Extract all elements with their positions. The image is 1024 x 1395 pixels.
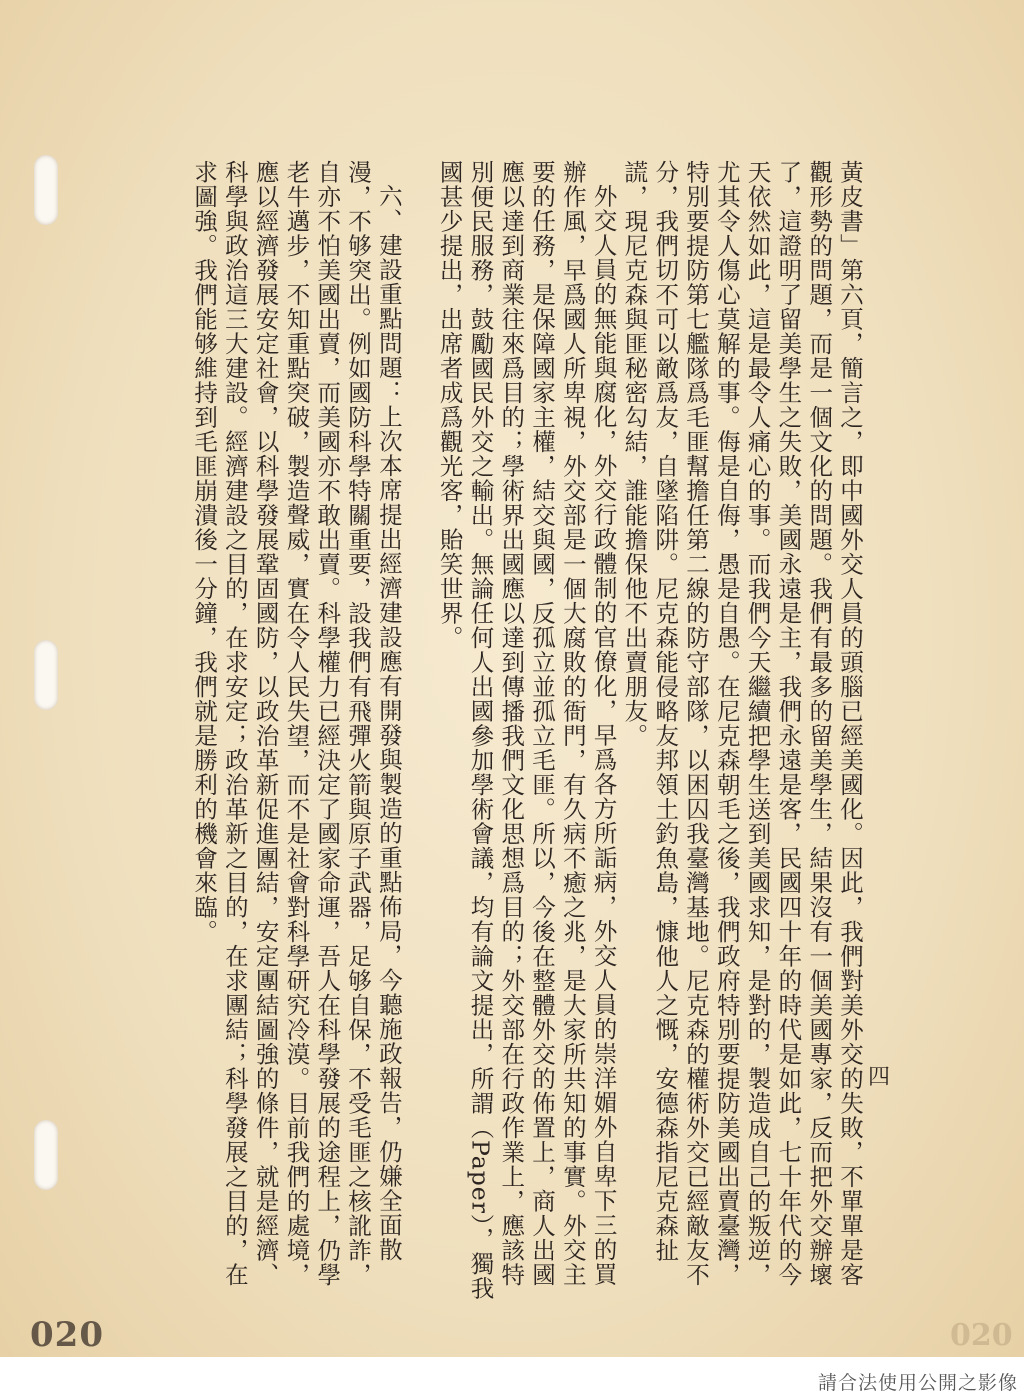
- archive-stamp-number: 020: [30, 1315, 104, 1355]
- paragraph-construction: 六、建設重點問題：上次本席提出經濟建設應有開發與製造的重點佈局，今聽施政報告，仍嫌全面散漫，不够突出。例如國防科學特關重要，設我們有飛彈火箭與原子武器，足够自保，不受毛匪之核訛詐，自亦不怕美國出賣，而美國亦不敢出賣。科學權力已經決定了國家命運，吾人在科學發展的途程上，仍學老牛邁步，不知重點突破，製造聲威，實在令人民失望，而不是社會對科學研究冷漠。目前我們的處境，應以經濟發展安定社會，以科學發展鞏固國防，以政治革新促進團結，安定團結圖強的條件，就是經濟、科學與政治這三大建設。經濟建設之目的，在求安定；政治革新之目的，在求團結；科學發展之目的，在求圖強。我們能够維持到毛匪崩潰後一分鐘，我們就是勝利的機會來臨。: [190, 160, 403, 1287]
- punch-hole: [34, 640, 58, 710]
- faint-stamp-number: 020: [950, 1318, 1013, 1353]
- vertical-text-body: [165, 160, 865, 1310]
- punch-hole: [34, 155, 58, 225]
- page-number: 四: [868, 1065, 891, 1090]
- paragraph-diplomats: 外交人員的無能與腐化，外交行政體制的官僚化，早爲各方所詬病，外交人員的崇洋媚外自卑下三的買辦作風，早爲國人所卑視，外交部是一個大腐敗的衙門，有久病不癒之兆，是大家所共知的事實。外交主要的任務，是保障國家主權，結交與國，反孤立並孤立毛匪。所以，今後在整體外交的佈置上，商人出國應以達到商業往來爲目的；學術界出國應以達到傳播我們文化思想爲目的；外交部在行政作業上，應該特別便民服務，鼓勵國民外交之輸出。無論任何人出國參加學術會議，均有論文提出，所謂（Paper），獨我國甚少提出，出席者成爲觀光客，貽笑世界。: [435, 160, 618, 1301]
- punch-hole: [34, 1120, 58, 1190]
- usage-notice: 請合法使用公開之影像: [818, 1372, 1019, 1394]
- paragraph-continued: 黃皮書」第六頁，簡言之，即中國外交人員的頭腦已經美國化。因此，我們對美外交的失敗，不單單是客觀形勢的問題，而是一個文化的問題。我們有最多的留美學生，結果沒有一個美國專家，反而把外交辦壞了，這證明了留美學生之失敗，美國永遠是主，我們永遠是客，民國四十年的時代是如此，七十年代的今天依然如此，這是最令人痛心的事。而我們今天繼續把學生送到美國求知，是對的，製造成自己的叛逆，尤其令人傷心莫解的事。侮是自侮，愚是自愚。在尼克森朝毛之後，我們政府特別要提防美國出賣臺灣，特別要提防第七艦隊爲毛匪幫擔任第二線的防守部隊，以困囚我臺灣基地。尼克森的權術外交已經敵友不分，我們切不可以敵爲友，自墜陷阱。尼克森能侵略友邦領土釣魚島，慷他人之慨，安德森指尼克森扯謊，現尼克森與匪秘密勾結，誰能擔保他不出賣朋友。: [620, 160, 864, 1287]
